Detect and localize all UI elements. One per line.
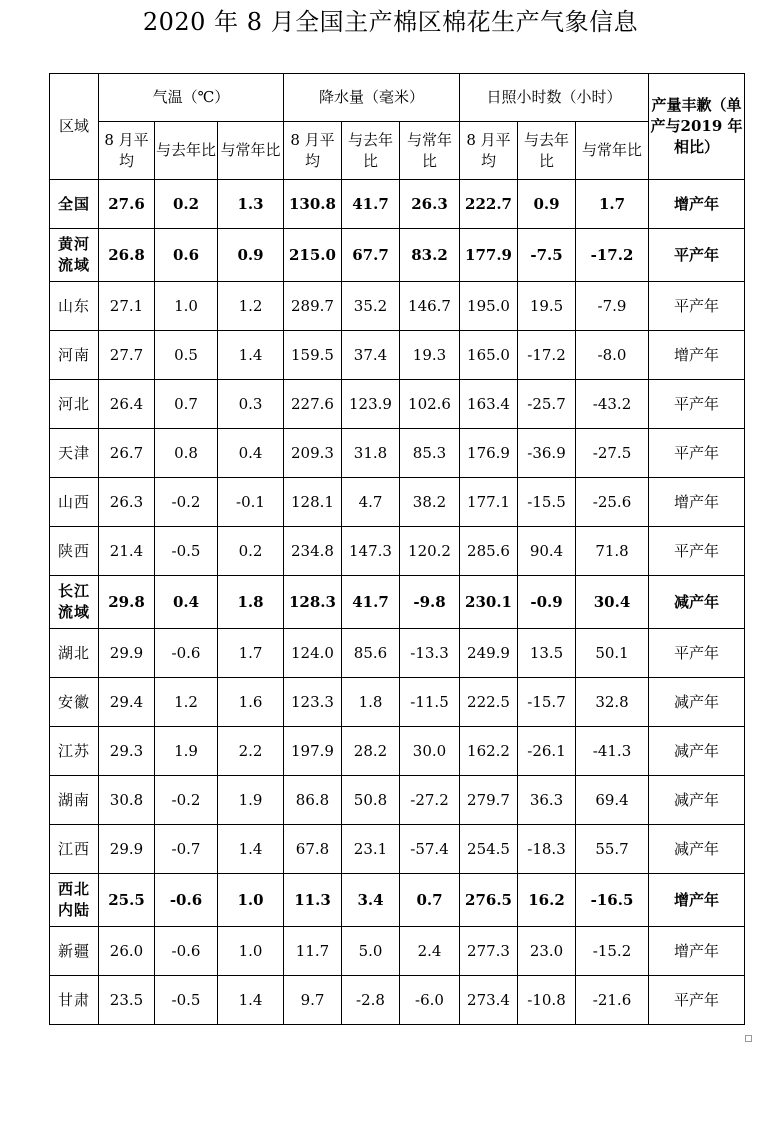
- region-cell: 全国: [50, 180, 99, 229]
- value-cell: 2.4: [400, 927, 460, 976]
- yield-cell: 平产年: [649, 429, 745, 478]
- value-cell: 27.6: [99, 180, 155, 229]
- value-cell: 29.4: [99, 678, 155, 727]
- value-cell: -7.5: [518, 229, 576, 282]
- header-row-2: [50, 122, 745, 180]
- value-cell: 0.5: [155, 331, 218, 380]
- value-cell: -2.8: [342, 976, 400, 1025]
- page-corner-mark: [745, 1035, 752, 1042]
- value-cell: -16.5: [576, 874, 649, 927]
- table-body: [50, 180, 745, 1025]
- value-cell: 38.2: [400, 478, 460, 527]
- value-cell: 1.0: [218, 874, 284, 927]
- yield-cell: 减产年: [649, 678, 745, 727]
- value-cell: 13.5: [518, 629, 576, 678]
- table-row: [50, 776, 745, 825]
- value-cell: 2.2: [218, 727, 284, 776]
- region-cell: 天津: [50, 429, 99, 478]
- yield-cell: 减产年: [649, 727, 745, 776]
- region-cell: 山东: [50, 282, 99, 331]
- value-cell: 0.6: [155, 229, 218, 282]
- value-cell: 123.3: [284, 678, 342, 727]
- value-cell: 0.7: [400, 874, 460, 927]
- yield-cell: 平产年: [649, 976, 745, 1025]
- value-cell: 21.4: [99, 527, 155, 576]
- region-cell: 黄河流域: [50, 229, 99, 282]
- yield-cell: 增产年: [649, 927, 745, 976]
- value-cell: -41.3: [576, 727, 649, 776]
- value-cell: 1.4: [218, 825, 284, 874]
- value-cell: 85.6: [342, 629, 400, 678]
- value-cell: 26.7: [99, 429, 155, 478]
- value-cell: 209.3: [284, 429, 342, 478]
- value-cell: 31.8: [342, 429, 400, 478]
- region-cell: 西北内陆: [50, 874, 99, 927]
- value-cell: 120.2: [400, 527, 460, 576]
- value-cell: 29.9: [99, 825, 155, 874]
- header-sunshine: 日照小时数（小时）: [460, 74, 649, 122]
- value-cell: -18.3: [518, 825, 576, 874]
- value-cell: 27.7: [99, 331, 155, 380]
- value-cell: 197.9: [284, 727, 342, 776]
- subheader-cell: 与去年比: [342, 122, 400, 180]
- value-cell: 177.9: [460, 229, 518, 282]
- value-cell: 177.1: [460, 478, 518, 527]
- value-cell: 195.0: [460, 282, 518, 331]
- value-cell: 29.8: [99, 576, 155, 629]
- value-cell: -0.2: [155, 478, 218, 527]
- subheader-cell: 8 月平均: [460, 122, 518, 180]
- value-cell: 26.4: [99, 380, 155, 429]
- value-cell: 162.2: [460, 727, 518, 776]
- header-row-1: [50, 74, 745, 122]
- value-cell: 16.2: [518, 874, 576, 927]
- yield-cell: 增产年: [649, 478, 745, 527]
- region-cell: 河南: [50, 331, 99, 380]
- value-cell: 227.6: [284, 380, 342, 429]
- value-cell: -36.9: [518, 429, 576, 478]
- value-cell: 0.4: [218, 429, 284, 478]
- region-cell: 江西: [50, 825, 99, 874]
- value-cell: 4.7: [342, 478, 400, 527]
- value-cell: 0.7: [155, 380, 218, 429]
- value-cell: 0.8: [155, 429, 218, 478]
- value-cell: 289.7: [284, 282, 342, 331]
- value-cell: 276.5: [460, 874, 518, 927]
- table-row: [50, 927, 745, 976]
- value-cell: 0.2: [218, 527, 284, 576]
- value-cell: -15.2: [576, 927, 649, 976]
- yield-cell: 增产年: [649, 331, 745, 380]
- value-cell: 0.3: [218, 380, 284, 429]
- subheader-cell: 与常年比: [218, 122, 284, 180]
- value-cell: 279.7: [460, 776, 518, 825]
- region-cell: 长江流域: [50, 576, 99, 629]
- table-row: [50, 282, 745, 331]
- value-cell: 37.4: [342, 331, 400, 380]
- value-cell: 85.3: [400, 429, 460, 478]
- value-cell: 1.4: [218, 331, 284, 380]
- region-cell: 河北: [50, 380, 99, 429]
- subheader-cell: 8 月平均: [284, 122, 342, 180]
- table-row: [50, 976, 745, 1025]
- value-cell: 23.0: [518, 927, 576, 976]
- value-cell: 32.8: [576, 678, 649, 727]
- value-cell: -57.4: [400, 825, 460, 874]
- value-cell: 23.1: [342, 825, 400, 874]
- value-cell: 69.4: [576, 776, 649, 825]
- value-cell: 163.4: [460, 380, 518, 429]
- value-cell: 29.3: [99, 727, 155, 776]
- value-cell: 86.8: [284, 776, 342, 825]
- region-cell: 湖南: [50, 776, 99, 825]
- yield-cell: 增产年: [649, 180, 745, 229]
- value-cell: 26.0: [99, 927, 155, 976]
- value-cell: -15.5: [518, 478, 576, 527]
- yield-cell: 增产年: [649, 874, 745, 927]
- region-cell: 甘肃: [50, 976, 99, 1025]
- value-cell: 19.3: [400, 331, 460, 380]
- value-cell: 1.4: [218, 976, 284, 1025]
- value-cell: 50.8: [342, 776, 400, 825]
- value-cell: 128.1: [284, 478, 342, 527]
- table-row: [50, 825, 745, 874]
- value-cell: 35.2: [342, 282, 400, 331]
- value-cell: -7.9: [576, 282, 649, 331]
- table-row: [50, 380, 745, 429]
- value-cell: 1.7: [576, 180, 649, 229]
- value-cell: 50.1: [576, 629, 649, 678]
- table-row: [50, 331, 745, 380]
- value-cell: -0.2: [155, 776, 218, 825]
- value-cell: 215.0: [284, 229, 342, 282]
- value-cell: -8.0: [576, 331, 649, 380]
- table-row: [50, 527, 745, 576]
- value-cell: 41.7: [342, 576, 400, 629]
- value-cell: -0.6: [155, 874, 218, 927]
- subheader-cell: 与去年比: [155, 122, 218, 180]
- value-cell: -21.6: [576, 976, 649, 1025]
- region-cell: 湖北: [50, 629, 99, 678]
- value-cell: 230.1: [460, 576, 518, 629]
- subheader-cell: 与常年比: [400, 122, 460, 180]
- value-cell: -0.7: [155, 825, 218, 874]
- table-row: [50, 874, 745, 927]
- value-cell: 5.0: [342, 927, 400, 976]
- value-cell: 11.3: [284, 874, 342, 927]
- value-cell: -0.6: [155, 629, 218, 678]
- page-title: 2020 年 8 月全国主产棉区棉花生产气象信息: [142, 8, 639, 36]
- region-cell: 安徽: [50, 678, 99, 727]
- yield-cell: 平产年: [649, 229, 745, 282]
- value-cell: 1.6: [218, 678, 284, 727]
- value-cell: 234.8: [284, 527, 342, 576]
- value-cell: 123.9: [342, 380, 400, 429]
- value-cell: 1.7: [218, 629, 284, 678]
- yield-cell: 平产年: [649, 282, 745, 331]
- value-cell: 1.0: [155, 282, 218, 331]
- table-row: [50, 229, 745, 282]
- value-cell: 0.9: [518, 180, 576, 229]
- header-yield: 产量丰歉（单产与2019 年相比）: [649, 74, 745, 180]
- value-cell: 0.9: [218, 229, 284, 282]
- value-cell: -43.2: [576, 380, 649, 429]
- table-row: [50, 678, 745, 727]
- value-cell: 28.2: [342, 727, 400, 776]
- value-cell: -15.7: [518, 678, 576, 727]
- value-cell: 90.4: [518, 527, 576, 576]
- value-cell: 0.2: [155, 180, 218, 229]
- subheader-cell: 8 月平均: [99, 122, 155, 180]
- table-row: [50, 629, 745, 678]
- region-cell: 山西: [50, 478, 99, 527]
- value-cell: 11.7: [284, 927, 342, 976]
- value-cell: 26.3: [99, 478, 155, 527]
- value-cell: 71.8: [576, 527, 649, 576]
- value-cell: -26.1: [518, 727, 576, 776]
- value-cell: 1.2: [155, 678, 218, 727]
- value-cell: -10.8: [518, 976, 576, 1025]
- table-row: [50, 576, 745, 629]
- header-region: 区域: [50, 74, 99, 180]
- yield-cell: 平产年: [649, 527, 745, 576]
- value-cell: -9.8: [400, 576, 460, 629]
- table-row: [50, 429, 745, 478]
- value-cell: 30.8: [99, 776, 155, 825]
- value-cell: 159.5: [284, 331, 342, 380]
- value-cell: -0.6: [155, 927, 218, 976]
- value-cell: 19.5: [518, 282, 576, 331]
- value-cell: -6.0: [400, 976, 460, 1025]
- value-cell: 176.9: [460, 429, 518, 478]
- value-cell: 9.7: [284, 976, 342, 1025]
- value-cell: -11.5: [400, 678, 460, 727]
- yield-cell: 减产年: [649, 576, 745, 629]
- value-cell: 249.9: [460, 629, 518, 678]
- value-cell: 55.7: [576, 825, 649, 874]
- value-cell: 83.2: [400, 229, 460, 282]
- value-cell: 124.0: [284, 629, 342, 678]
- value-cell: 30.4: [576, 576, 649, 629]
- subheader-cell: 与去年比: [518, 122, 576, 180]
- region-cell: 新疆: [50, 927, 99, 976]
- yield-cell: 平产年: [649, 629, 745, 678]
- value-cell: 29.9: [99, 629, 155, 678]
- value-cell: -27.5: [576, 429, 649, 478]
- value-cell: 128.3: [284, 576, 342, 629]
- value-cell: 1.0: [218, 927, 284, 976]
- yield-cell: 减产年: [649, 776, 745, 825]
- subheader-cell: 与常年比: [576, 122, 649, 180]
- value-cell: -27.2: [400, 776, 460, 825]
- value-cell: 146.7: [400, 282, 460, 331]
- value-cell: -25.6: [576, 478, 649, 527]
- value-cell: 3.4: [342, 874, 400, 927]
- table-row: [50, 478, 745, 527]
- value-cell: -17.2: [518, 331, 576, 380]
- value-cell: 41.7: [342, 180, 400, 229]
- value-cell: 26.3: [400, 180, 460, 229]
- value-cell: 25.5: [99, 874, 155, 927]
- value-cell: -0.5: [155, 976, 218, 1025]
- value-cell: -0.9: [518, 576, 576, 629]
- value-cell: -0.5: [155, 527, 218, 576]
- value-cell: 67.8: [284, 825, 342, 874]
- value-cell: 1.3: [218, 180, 284, 229]
- region-cell: 江苏: [50, 727, 99, 776]
- value-cell: 27.1: [99, 282, 155, 331]
- value-cell: 0.4: [155, 576, 218, 629]
- value-cell: -17.2: [576, 229, 649, 282]
- value-cell: 30.0: [400, 727, 460, 776]
- value-cell: -25.7: [518, 380, 576, 429]
- value-cell: 277.3: [460, 927, 518, 976]
- value-cell: 67.7: [342, 229, 400, 282]
- value-cell: 254.5: [460, 825, 518, 874]
- weather-info-table: [49, 73, 745, 1025]
- value-cell: 1.8: [342, 678, 400, 727]
- table-row: [50, 180, 745, 229]
- value-cell: 1.9: [218, 776, 284, 825]
- value-cell: 222.5: [460, 678, 518, 727]
- yield-cell: 减产年: [649, 825, 745, 874]
- value-cell: 165.0: [460, 331, 518, 380]
- value-cell: 273.4: [460, 976, 518, 1025]
- value-cell: 1.2: [218, 282, 284, 331]
- value-cell: 36.3: [518, 776, 576, 825]
- region-cell: 陕西: [50, 527, 99, 576]
- yield-cell: 平产年: [649, 380, 745, 429]
- value-cell: 130.8: [284, 180, 342, 229]
- value-cell: -0.1: [218, 478, 284, 527]
- value-cell: 26.8: [99, 229, 155, 282]
- value-cell: 102.6: [400, 380, 460, 429]
- value-cell: -13.3: [400, 629, 460, 678]
- value-cell: 1.8: [218, 576, 284, 629]
- value-cell: 23.5: [99, 976, 155, 1025]
- header-precipitation: 降水量（毫米）: [284, 74, 460, 122]
- value-cell: 222.7: [460, 180, 518, 229]
- value-cell: 285.6: [460, 527, 518, 576]
- value-cell: 1.9: [155, 727, 218, 776]
- value-cell: 147.3: [342, 527, 400, 576]
- header-temperature: 气温（℃）: [99, 74, 284, 122]
- table-row: [50, 727, 745, 776]
